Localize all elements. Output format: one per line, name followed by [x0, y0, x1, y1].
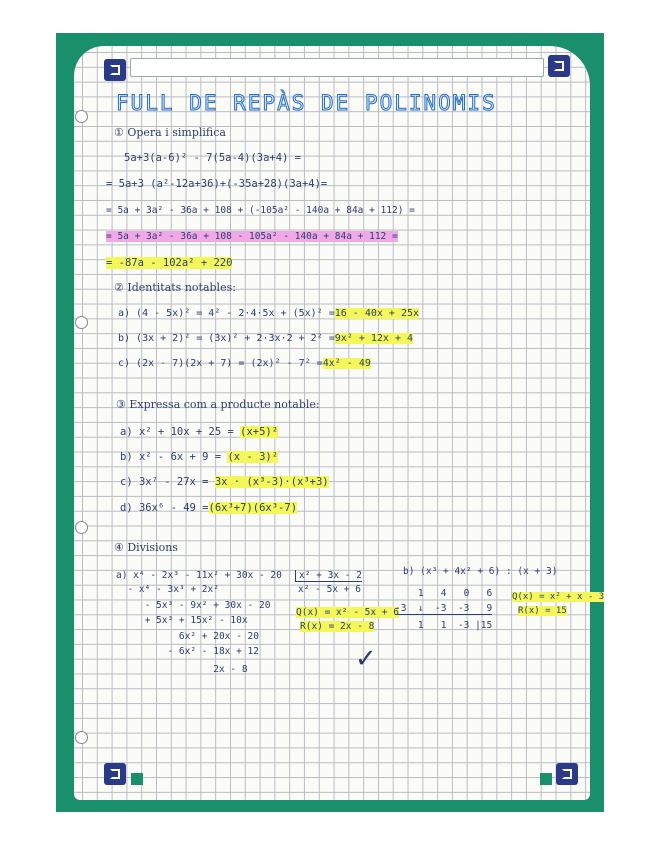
math-line [118, 358, 371, 369]
division-remainder: 2x - 8 [116, 664, 248, 675]
division-b-heading: b) (x³ + 4x² + 6) : (x + 3) [403, 566, 558, 577]
page-title: FULL DE REPÀS DE POLINOMIS [116, 91, 497, 115]
checkmark-icon: ✓ [355, 644, 377, 674]
division-line: 6x² + 20x - 20 [116, 631, 259, 642]
math-line: = 5a+3 (a²-12a+36)+(-35a+28)(3a+4)= [106, 178, 328, 190]
corner-logo-icon [104, 763, 126, 785]
section-heading: ② Identitats notables: [114, 281, 236, 294]
result: 3x · (x³-3)·(x³+3) [214, 476, 329, 488]
expression: a) x² + 10x + 25 = [120, 426, 234, 438]
quotient: x² - 5x + 6 [298, 584, 361, 595]
expression: c) 3x⁷ - 27x = [120, 476, 209, 488]
math-line [120, 476, 329, 488]
result: 16 - 40x + 25x [334, 308, 420, 319]
result: 4x² - 49 [322, 358, 371, 369]
result-line: = -87a - 102a² + 220 [106, 257, 233, 269]
result: (6x³+7)(6x³-7) [208, 502, 298, 514]
section-heading: ④ Divisions [114, 541, 178, 554]
corner-logo-icon [548, 55, 570, 77]
division-line: - 6x² - 18x + 12 [116, 646, 259, 657]
division-line: - x⁴ - 3x³ + 2x² [116, 584, 219, 595]
corner-square [131, 773, 143, 785]
math-line: 5a+3(a-6)² - 7(5a-4)(3a+4) = [124, 152, 302, 164]
binder-hole [75, 110, 88, 123]
quotient-result: Q(x) = x² + x - 3 [512, 592, 605, 602]
math-line: = 5a + 3a² - 36a + 108 + (-105a² - 140a + 84a + 112) = [106, 205, 415, 216]
math-line [120, 451, 278, 463]
expression: c) (2x - 7)(2x + 7) = (2x)² - 7² = [118, 358, 323, 369]
binder-hole [75, 731, 88, 744]
binder-hole [75, 316, 88, 329]
corner-square [540, 773, 552, 785]
math-line: = 5a + 3a² - 36a + 108 - 105a² - 140a + 84a + 112 = [106, 231, 398, 242]
remainder-result: R(x) = 2x - 8 [300, 621, 375, 632]
division-line: a) x⁴ - 2x³ - 11x² + 30x - 20 [116, 570, 282, 581]
corner-logo-icon [104, 59, 126, 81]
header-box [130, 58, 544, 77]
math-line [120, 426, 278, 438]
binder-hole [75, 521, 88, 534]
expression: b) x² - 6x + 9 = [120, 451, 222, 463]
result: (x - 3)² [227, 451, 279, 463]
divisor: x² + 3x - 2 [295, 570, 362, 582]
result: 9x² + 12x + 4 [334, 333, 414, 344]
ruffini-row: -3 ↓ -3 -3 9 [395, 603, 493, 614]
ruffini-row: 1 1 -3 |15 [395, 620, 493, 631]
division-line: - 5x³ - 9x² + 30x - 20 [116, 600, 271, 611]
math-line [120, 502, 297, 514]
corner-logo-icon [556, 763, 578, 785]
expression: d) 36x⁶ - 49 = [120, 502, 209, 514]
expression: b) (3x + 2)² = (3x)² + 2·3x·2 + 2² = [118, 333, 335, 344]
math-line [118, 333, 413, 344]
ruffini-row: 1 4 0 6 [395, 588, 493, 599]
division-line: + 5x³ + 15x² - 10x [116, 615, 248, 626]
expression: a) (4 - 5x)² = 4² - 2·4·5x + (5x)² = [118, 308, 335, 319]
section-heading: ③ Expressa com a producte notable: [116, 398, 320, 411]
result: (x+5)² [240, 426, 279, 438]
section-heading: ① Opera i simplifica [114, 126, 226, 139]
quotient-result: Q(x) = x² - 5x + 6 [296, 607, 399, 618]
remainder-result: R(x) = 15 [518, 606, 567, 616]
math-line [118, 308, 419, 319]
